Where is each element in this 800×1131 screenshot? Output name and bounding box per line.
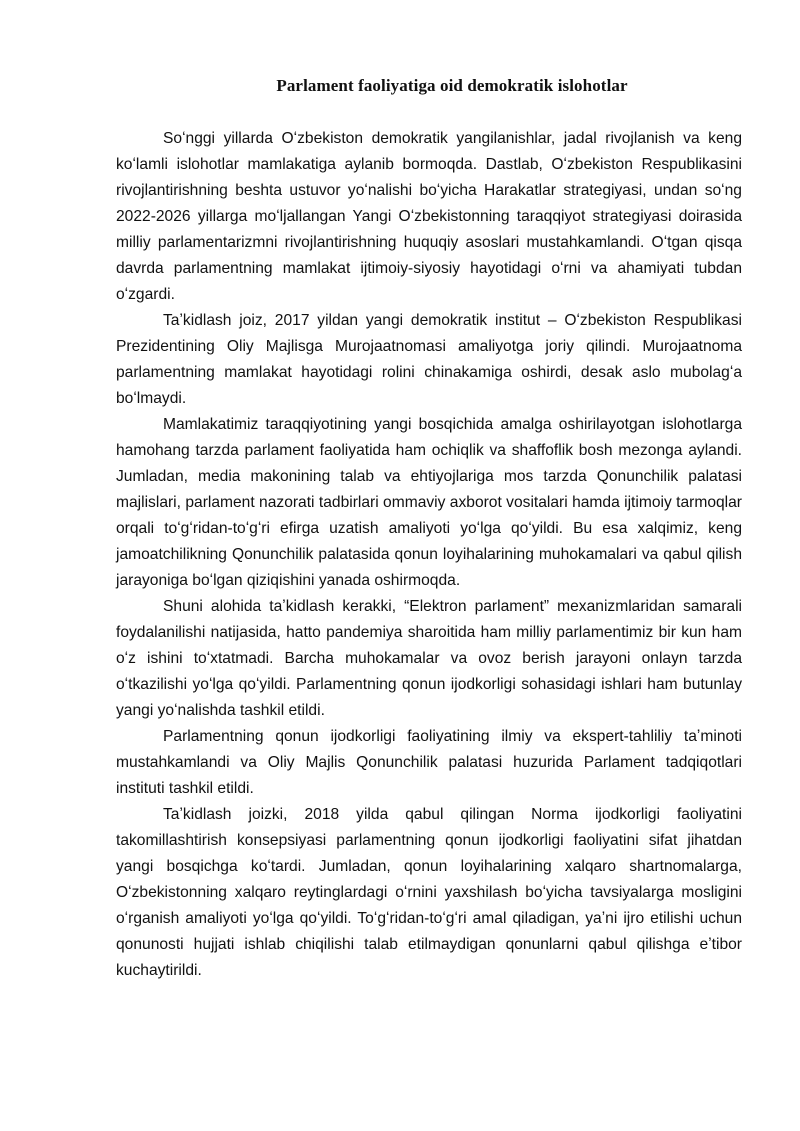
paragraph: Parlamentning qonun ijodkorligi faoliyatining ilmiy va ekspert-tahliliy taʼminoti mustahkamlandi va Oliy Majlis Qonunchilik palatasi huzurida Parlament tadqiqotlari instituti tashkil etildi. [116, 728, 742, 797]
paragraph: Mamlakatimiz taraqqiyotining yangi bosqichida amalga oshirilayotgan islohotlarga hamohang tarzda parlament faoliyatida ham ochiqlik va shaffoflik bosh mezonga aylandi. Jumladan, media makonining talab va ehtiyojlariga mos tarzda Qonunchilik palatasi majlislari, parlament nazorati tadbirlari ommaviy axborot vositalari hamda ijtimoiy tarmoqlar orqali toʻgʻridan-toʻgʻri efirga uzatish amaliyoti yoʻlga qoʻyildi. Bu esa xalqimiz, keng jamoatchilikning Qonunchilik palatasida qonun loyihalarining muhokamalari va qabul qilish jarayoniga boʻlgan qiziqishini yanada oshirmoqda. [116, 416, 742, 589]
paragraph: Taʼkidlash joiz, 2017 yildan yangi demokratik institut – Oʻzbekiston Respublikasi Prezidentining Oliy Majlisga Murojaatnomasi amaliyotga joriy qilindi. Murojaatnoma parlamentning mamlakat hayotidagi rolini chinakamiga oshirdi, desak aslo mubolagʻa boʻlmaydi. [116, 312, 742, 407]
document-body [116, 126, 742, 984]
paragraph: Shuni alohida taʼkidlash kerakki, “Elektron parlament” mexanizmlaridan samarali foydalanilishi natijasida, hatto pandemiya sharoitida ham milliy parlamentimiz bir kun ham oʻz ishini toʻxtatmadi. Barcha muhokamalar va ovoz berish jarayoni onlayn tarzda oʻtkazilishi yoʻlga qoʻyildi. Parlamentning qonun ijodkorligi sohasidagi ishlari ham butunlay yangi yoʻnalishda tashkil etildi. [116, 598, 742, 719]
document-title: Parlament faoliyatiga oid demokratik islohotlar [276, 76, 628, 95]
paragraph: Soʻnggi yillarda Oʻzbekiston demokratik yangilanishlar, jadal rivojlanish va keng koʻlamli islohotlar mamlakatiga aylanib bormoqda. Dastlab, Oʻzbekiston Respublikasini rivojlantirishning beshta ustuvor yoʻnalishi boʻyicha Harakatlar strategiyasi, undan soʻng 2022-2026 yillarga moʻljallangan Yangi Oʻzbekistonning taraqqiyot strategiyasi doirasida milliy parlamentarizmni rivojlantirishning huquqiy asoslari mustahkamlandi. Oʻtgan qisqa davrda parlamentning mamlakat ijtimoiy-siyosiy hayotidagi oʻrni va ahamiyati tubdan oʻzgardi. [116, 130, 742, 303]
paragraph: Taʼkidlash joizki, 2018 yilda qabul qilingan Norma ijodkorligi faoliyatini takomillashtirish konsepsiyasi parlamentning qonun ijodkorligi faoliyatini sifat jihatdan yangi bosqichga koʻtardi. Jumladan, qonun loyihalarining xalqaro shartnomalarga, Oʻzbekistonning xalqaro reytinglardagi oʻrnini yaxshilash boʻyicha tavsiyalarga mosligini oʻrganish amaliyoti yoʻlga qoʻyildi. Toʻgʻridan-toʻgʻri amal qiladigan, yaʼni ijro etilishi uchun qonunosti hujjati ishlab chiqilishi talab etilmaydigan qonunlarni qabul qilishga eʼtibor kuchaytirildi. [116, 806, 742, 979]
